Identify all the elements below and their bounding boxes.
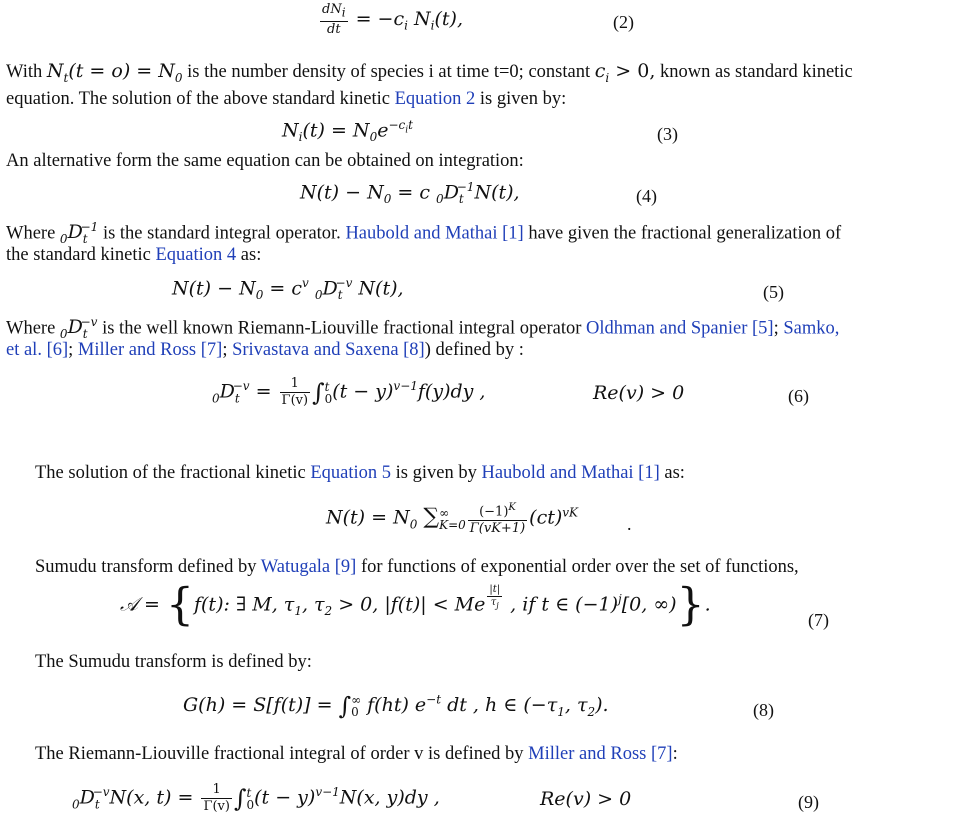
paragraph-3-line-2: the standard kinetic Equation 4 as: [6, 245, 262, 265]
link-srivastava-saxena-8[interactable]: Srivastava and Saxena [8] [232, 340, 425, 360]
equation-number-5: (5) [763, 282, 784, 302]
paragraph-7: The Sumudu transform is defined by: [35, 652, 312, 672]
equation-number-9: (9) [798, 792, 819, 812]
equation-3: $N_i(t) = N_0e^{-c_it}$ [282, 118, 413, 145]
link-haubold-mathai-1[interactable]: Haubold and Mathai [1] [345, 223, 524, 244]
paragraph-1: With $N_t(t = o) = N_0$ is the number density of species i at time t=0; constant $c_i > 0$, known as standard kinetic [6, 60, 853, 85]
equation-number-2: (2) [613, 12, 634, 32]
equation-number-4: (4) [636, 186, 657, 206]
paragraph-8: The Riemann-Liouville fractional integral of order v is defined by Miller and Ross [7]: [35, 744, 678, 764]
equation-6-condition: Re(v) > 0 [593, 382, 685, 404]
equation-2: $\frac{dN_i}{dt}$ = $-c_i$ $N_i(t)$, [322, 2, 463, 37]
equation-solution-dot: . [627, 514, 632, 534]
integral-sign: ∫ [312, 378, 325, 407]
paragraph-1-line-2: equation. The solution of the above standard kinetic Equation 2 is given by: [6, 89, 567, 109]
paragraph-3: Where $_0D_t^{-1}$ is the standard integral operator. Haubold and Mathai [1] have given the fractional generalization of [6, 220, 842, 247]
integral-sign-9: ∫ [233, 784, 247, 813]
equation-5: $N(t) - N_0 = c^v$ $_0D_t^{-v}$ N(t), [172, 276, 404, 303]
paragraph-5: The solution of the fractional kinetic Equation 5 is given by Haubold and Mathai [1] as: [35, 463, 685, 483]
paragraph-6: Sumudu transform defined by Watugala [9] for functions of exponential order over the set of functions, [35, 557, 799, 577]
equation-solution: $N(t) = N_0$ ∑ ∞ K=0 $\frac{(-1)^K}{\Gamma(vK+1)}$ (ct)$^{vK}$ [326, 502, 579, 537]
equation-number-8: (8) [753, 700, 774, 720]
link-oldhman-spanier-5[interactable]: Oldhman and Spanier [5] [586, 318, 774, 339]
fraction-dNi-dt: $\frac{dN_i}{dt}$ [322, 2, 346, 37]
link-samko-6[interactable]: Samko, [783, 318, 840, 339]
equation-number-7: (7) [808, 610, 829, 630]
fraction-1-gamma-v: $\frac{1}{\Gamma(v)}$ [281, 376, 309, 408]
link-samko-6-cont[interactable]: et al. [6] [6, 340, 69, 360]
link-equation-5[interactable]: Equation 5 [310, 463, 392, 483]
exponent-t-over-tau: $\frac{|t|}{\tau_j}$ [489, 584, 501, 610]
fraction-neg1-k-gamma: $\frac{(-1)^K}{\Gamma(vK+1)}$ [469, 502, 526, 537]
equation-number-6: (6) [788, 386, 809, 406]
equation-7: 𝒜 = {f(t): ∃ M, $\tau_1$, $\tau_2 > 0$, |f(t)| < Me $\frac{|t|}{\tau_j}$ , if t ∈ $(-1)^j[0$, ∞)}. [120, 579, 711, 631]
equation-number-3: (3) [657, 124, 678, 144]
equation-8: G(h) = S[f(t)] = ∫ ∞ 0 f(ht) $e^{-t}$ dt , h ∈ ($-\tau_1$, $\tau_2$). [183, 692, 609, 720]
equation-6: $_0D_t^{-v}$ = $\frac{1}{\Gamma(v)}$ ∫ t 0 $(t - y)^{v-1}f(y)dy$ , [212, 376, 486, 408]
paragraph-4: Where $_0D_t^{-v}$ is the well known Riemann-Liouville fractional integral operator Oldhman and Spanier [5]; Samko, [6, 315, 840, 342]
equation-4: $N(t) - N_0 = c$ $_0D_t^{-1}N(t)$, [300, 180, 520, 207]
integral-sign-8: ∫ [338, 692, 352, 720]
link-equation-4[interactable]: Equation 4 [155, 245, 237, 265]
paragraph-2: An alternative form the same equation can be obtained on integration: [6, 151, 524, 171]
fraction-1-gamma-v-9: $\frac{1}{\Gamma(v)}$ [203, 782, 230, 814]
link-miller-ross-7[interactable]: Miller and Ross [7] [77, 340, 223, 360]
link-watugala-9[interactable]: Watugala [9] [260, 557, 357, 577]
link-miller-ross-7-b[interactable]: Miller and Ross [7] [528, 744, 673, 764]
link-haubold-mathai-1-b[interactable]: Haubold and Mathai [1] [481, 463, 660, 483]
equation-9-condition: Re(v) > 0 [540, 788, 632, 810]
equation-9: $_0D_t^{-v}N(x$, t) = $\frac{1}{\Gamma(v)}$ ∫ t 0 $(t - y)^{v-1}N(x$, y)dy , [72, 782, 440, 814]
paragraph-4-line-2: et al. [6]; Miller and Ross [7]; Srivastava and Saxena [8]) defined by : [6, 340, 524, 360]
link-equation-2[interactable]: Equation 2 [394, 89, 476, 109]
